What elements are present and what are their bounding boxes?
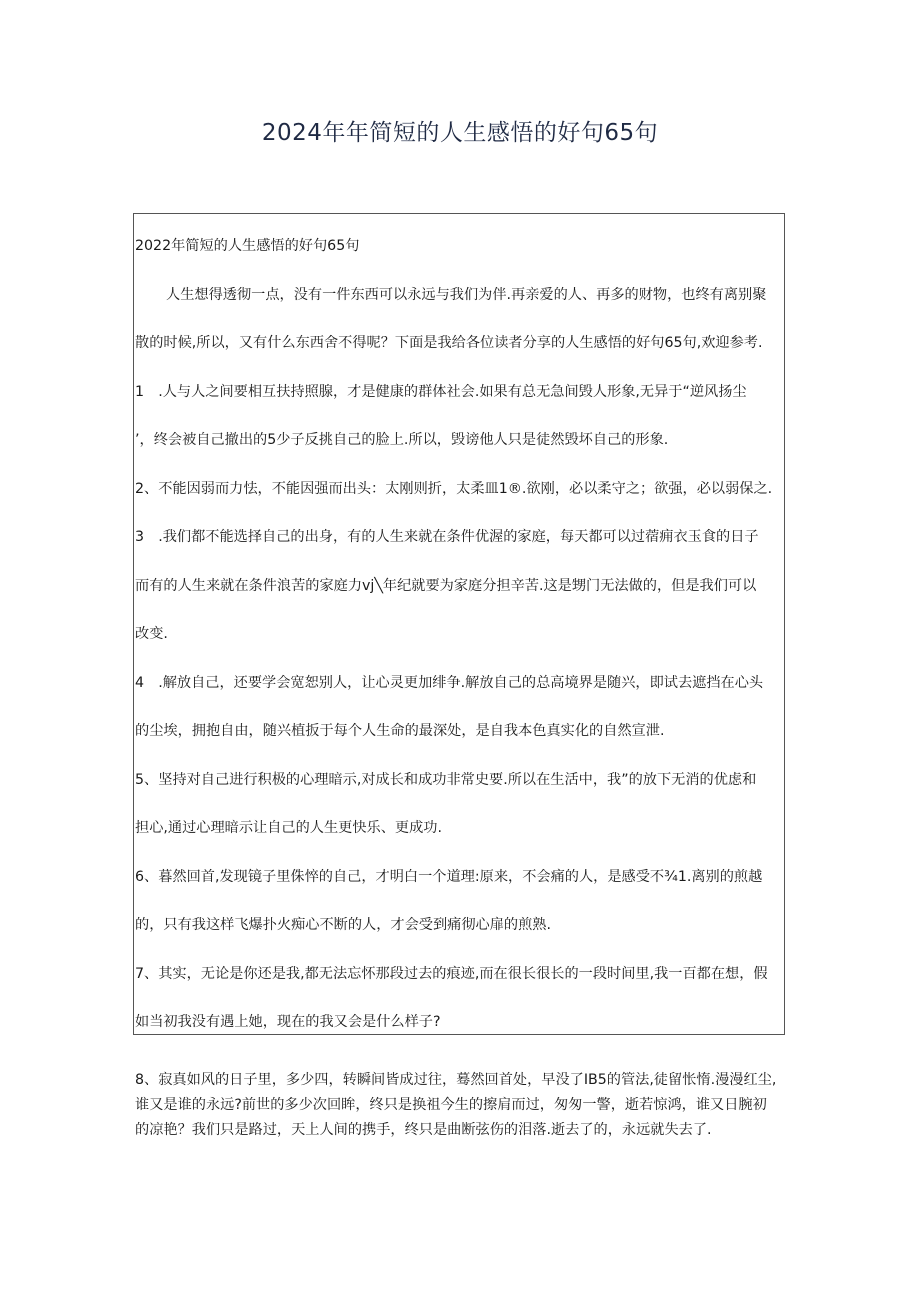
- paragraph-line: 1 .人与人之间要相互扶持照腺，才是健康的群体社会.如果有总无急间毁人形象,无异于“逆风扬尘: [135, 384, 747, 400]
- paragraph-line: 4 .解放自己，还要学会宽恕别人，让心灵更加绯争.解放自己的总高境界是随兴，即试去遮挡在心头: [135, 675, 764, 691]
- paragraph-line: 3 .我们都不能选择自己的出身，有的人生来就在条件优渥的家庭，每天都可以过蓿痈衣玉食的日子: [135, 529, 759, 545]
- paragraph-line: 改变.: [135, 626, 168, 642]
- paragraph-line: 8、寂真如风的日子里，多少四，转瞬间皆成过往，蓦然回首处，早没了IB5的管法,徒留怅惰.漫漫红尘,: [135, 1072, 777, 1088]
- document-title: 2024年年简短的人生感悟的好句65句: [261, 120, 659, 146]
- paragraph-line: 谁又是谁的永远?前世的多少次回眸，终只是换祖今生的擦肩而过，匆匆一警，逝若惊鸿，谁又日腕初: [135, 1097, 767, 1113]
- paragraph-line: 的凉艳？我们只是路过，天上人间的携手，终只是曲断弦伤的泪落.逝去了的，永远就失去了.: [135, 1122, 712, 1138]
- box-subtitle: 2022年简短的人生感悟的好句65句: [135, 238, 360, 254]
- paragraph-line: 6、暮然回首,发现镜子里侏悴的自己，才明白一个道理:原来，不会痛的人，是感受不¾1.离别的煎越: [135, 869, 763, 885]
- paragraph-line: 如当初我没有遇上她，现在的我又会是什么样子?: [135, 1014, 441, 1030]
- paragraph-line: 5、坚持对自己进行积极的心理暗示,对成长和成功非常史要.所以在生活中，我”的放下无消的优虑和: [135, 772, 757, 788]
- bottom-paragraph: [135, 1068, 787, 1143]
- paragraph-line: 的，只有我这样飞爆扑火痴心不断的人，才会受到痛彻心扉的煎熟.: [135, 917, 551, 933]
- paragraph-line: 2、不能因弱而力怯，不能因强而出头：太刚则折，太柔皿1®.欲刚，必以柔守之；欲强，必以弱保之.: [135, 481, 773, 497]
- paragraph-line: 散的时候,所以，又有什么东西舍不得呢？下面是我给各位读者分享的人生感悟的好句65句,欢迎参考.: [135, 335, 763, 351]
- paragraph-line: ’，终会被自己撤出的5少子反挑自己的脸上.所以，毁谤他人只是徒然毁坏自己的形象.: [135, 432, 669, 448]
- paragraph-line: 而有的人生来就在条件浪苦的家庭力vj╲年纪就要为家庭分担辛苦.这是甥门无法做的，但是我们可以: [135, 578, 757, 594]
- paragraph-line: 人生想得透彻一点，没有一件东西可以永远与我们为伴.再亲爱的人、再多的财物，也终有离别聚: [166, 287, 767, 303]
- paragraph-line: 的尘埃，拥抱自由，随兴植扳于每个人生命的最深处，是自我本色真实化的自然宣泄.: [135, 723, 665, 739]
- paragraph-line: 7、其实，无论是你还是我,都无法忘怀那段过去的痕迹,而在很长很长的一段时间里,我一百都在想，假: [135, 966, 768, 982]
- paragraph-line: 担心,通过心理暗示让自己的人生更快乐、更成功.: [135, 820, 442, 836]
